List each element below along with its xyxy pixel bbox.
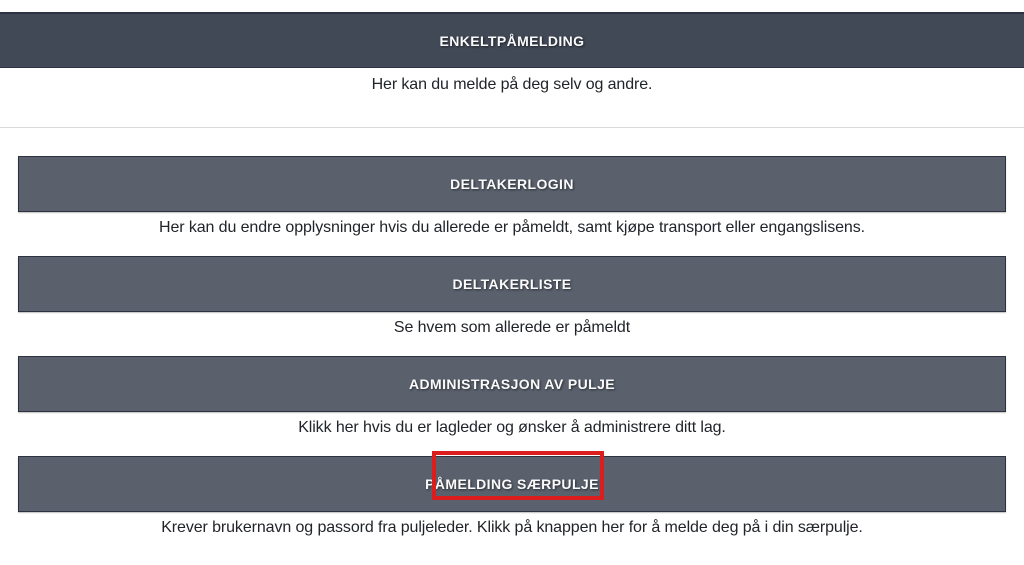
deltakerlogin-button[interactable] [18,156,1006,212]
pamelding-saerpulje-button[interactable] [18,456,1006,512]
enkeltpamelding-button[interactable] [0,12,1024,68]
pamelding-saerpulje-button-label: PÅMELDING SÆRPULJE [425,476,599,492]
administrasjon-av-pulje-button-label: ADMINISTRASJON AV PULJE [409,376,615,392]
deltakerlogin-description: Her kan du endre opplysninger hvis du allerede er påmeldt, samt kjøpe transport eller engangslisens. [159,219,865,236]
deltakerlogin-button-label: DELTAKERLOGIN [450,176,574,192]
administrasjon-av-pulje-description: Klikk her hvis du er lagleder og ønsker å administrere ditt lag. [298,419,726,436]
divider [0,127,1024,128]
registration-menu-page [0,12,1024,565]
deltakerliste-description: Se hvem som allerede er påmeldt [393,319,631,336]
enkeltpamelding-button-label: ENKELTPÅMELDING [439,32,585,49]
pamelding-saerpulje-description: Krever brukernavn og passord fra puljeleder. Klikk på knappen her for å melde deg på i din særpulje. [161,519,863,536]
administrasjon-av-pulje-button[interactable] [18,356,1006,412]
enkeltpamelding-description: Her kan du melde på deg selv og andre. [371,76,653,93]
deltakerliste-button[interactable] [18,256,1006,312]
deltakerliste-button-label: DELTAKERLISTE [452,276,572,292]
